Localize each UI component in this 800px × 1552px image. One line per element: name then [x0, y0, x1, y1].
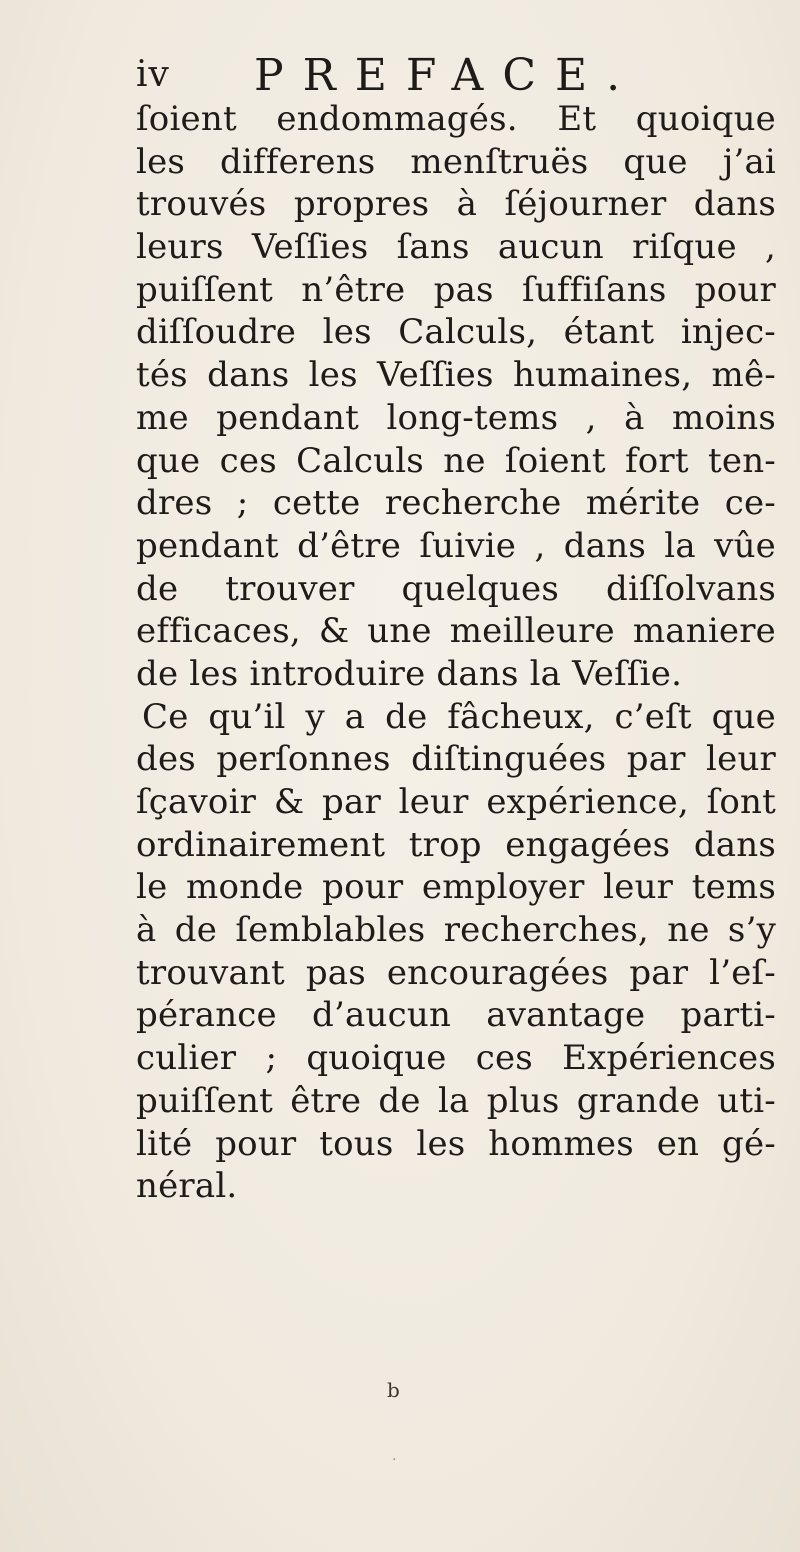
- text-line: diſſoudre les Calculs, étant injec-: [136, 312, 776, 353]
- text-line: à de ſemblables recherches, ne s’y: [136, 910, 776, 951]
- text-line: dres ; cette recherche mérite ce-: [136, 483, 776, 524]
- running-title: PREFACE.: [254, 50, 640, 101]
- text-line: ordinairement trop engagées dans: [136, 824, 776, 865]
- text-line: culier ; quoique ces Expériences: [136, 1038, 776, 1079]
- text-line: le monde pour employer leur tems: [136, 867, 776, 908]
- text-line: puiſſent être de la plus grande uti-: [136, 1080, 776, 1121]
- text-line: ſçavoir & par leur expérience, ſont: [136, 782, 776, 822]
- paper-speck: ·: [392, 1452, 397, 1468]
- text-line: efficaces, & une meilleure maniere: [136, 611, 776, 652]
- paragraph-1: [136, 98, 776, 696]
- text-line: de trouver quelques diſſolvans: [136, 568, 776, 609]
- page-header: [136, 50, 776, 100]
- text-line: des perſonnes diſtinguées par leur: [136, 739, 776, 780]
- text-line: lité pour tous les hommes en gé-: [136, 1123, 776, 1164]
- body-text: [136, 98, 776, 1208]
- text-line: trouvant pas encouragées par l’eſ-: [136, 952, 776, 993]
- text-line: que ces Calculs ne ſoient fort ten-: [136, 440, 776, 481]
- text-line: pérance d’aucun avantage parti-: [136, 995, 776, 1036]
- text-line: néral.: [136, 1166, 238, 1207]
- text-line: pendant d’être ſuivie , dans la vûe: [136, 525, 776, 566]
- text-line: Ce qu’il y a de fâcheux, c’eſt que: [142, 696, 776, 737]
- text-line: leurs Veſſies ſans aucun riſque ,: [136, 227, 776, 268]
- signature-mark: b: [387, 1378, 400, 1402]
- paragraph-2: [136, 696, 776, 1208]
- text-line: trouvés propres à ſéjourner dans: [136, 184, 776, 225]
- text-line: les differens menſtruës que j’ai: [136, 141, 776, 182]
- text-line: me pendant long-tems , à moins: [136, 397, 776, 438]
- text-line: puiſſent n’être pas ſuffiſans pour: [136, 269, 776, 310]
- text-line: tés dans les Veſſies humaines, mê-: [136, 355, 776, 396]
- page-number: iv: [136, 54, 170, 95]
- text-line: ſoient endommagés. Et quoique: [136, 99, 776, 139]
- text-line: de les introduire dans la Veſſie.: [136, 653, 683, 694]
